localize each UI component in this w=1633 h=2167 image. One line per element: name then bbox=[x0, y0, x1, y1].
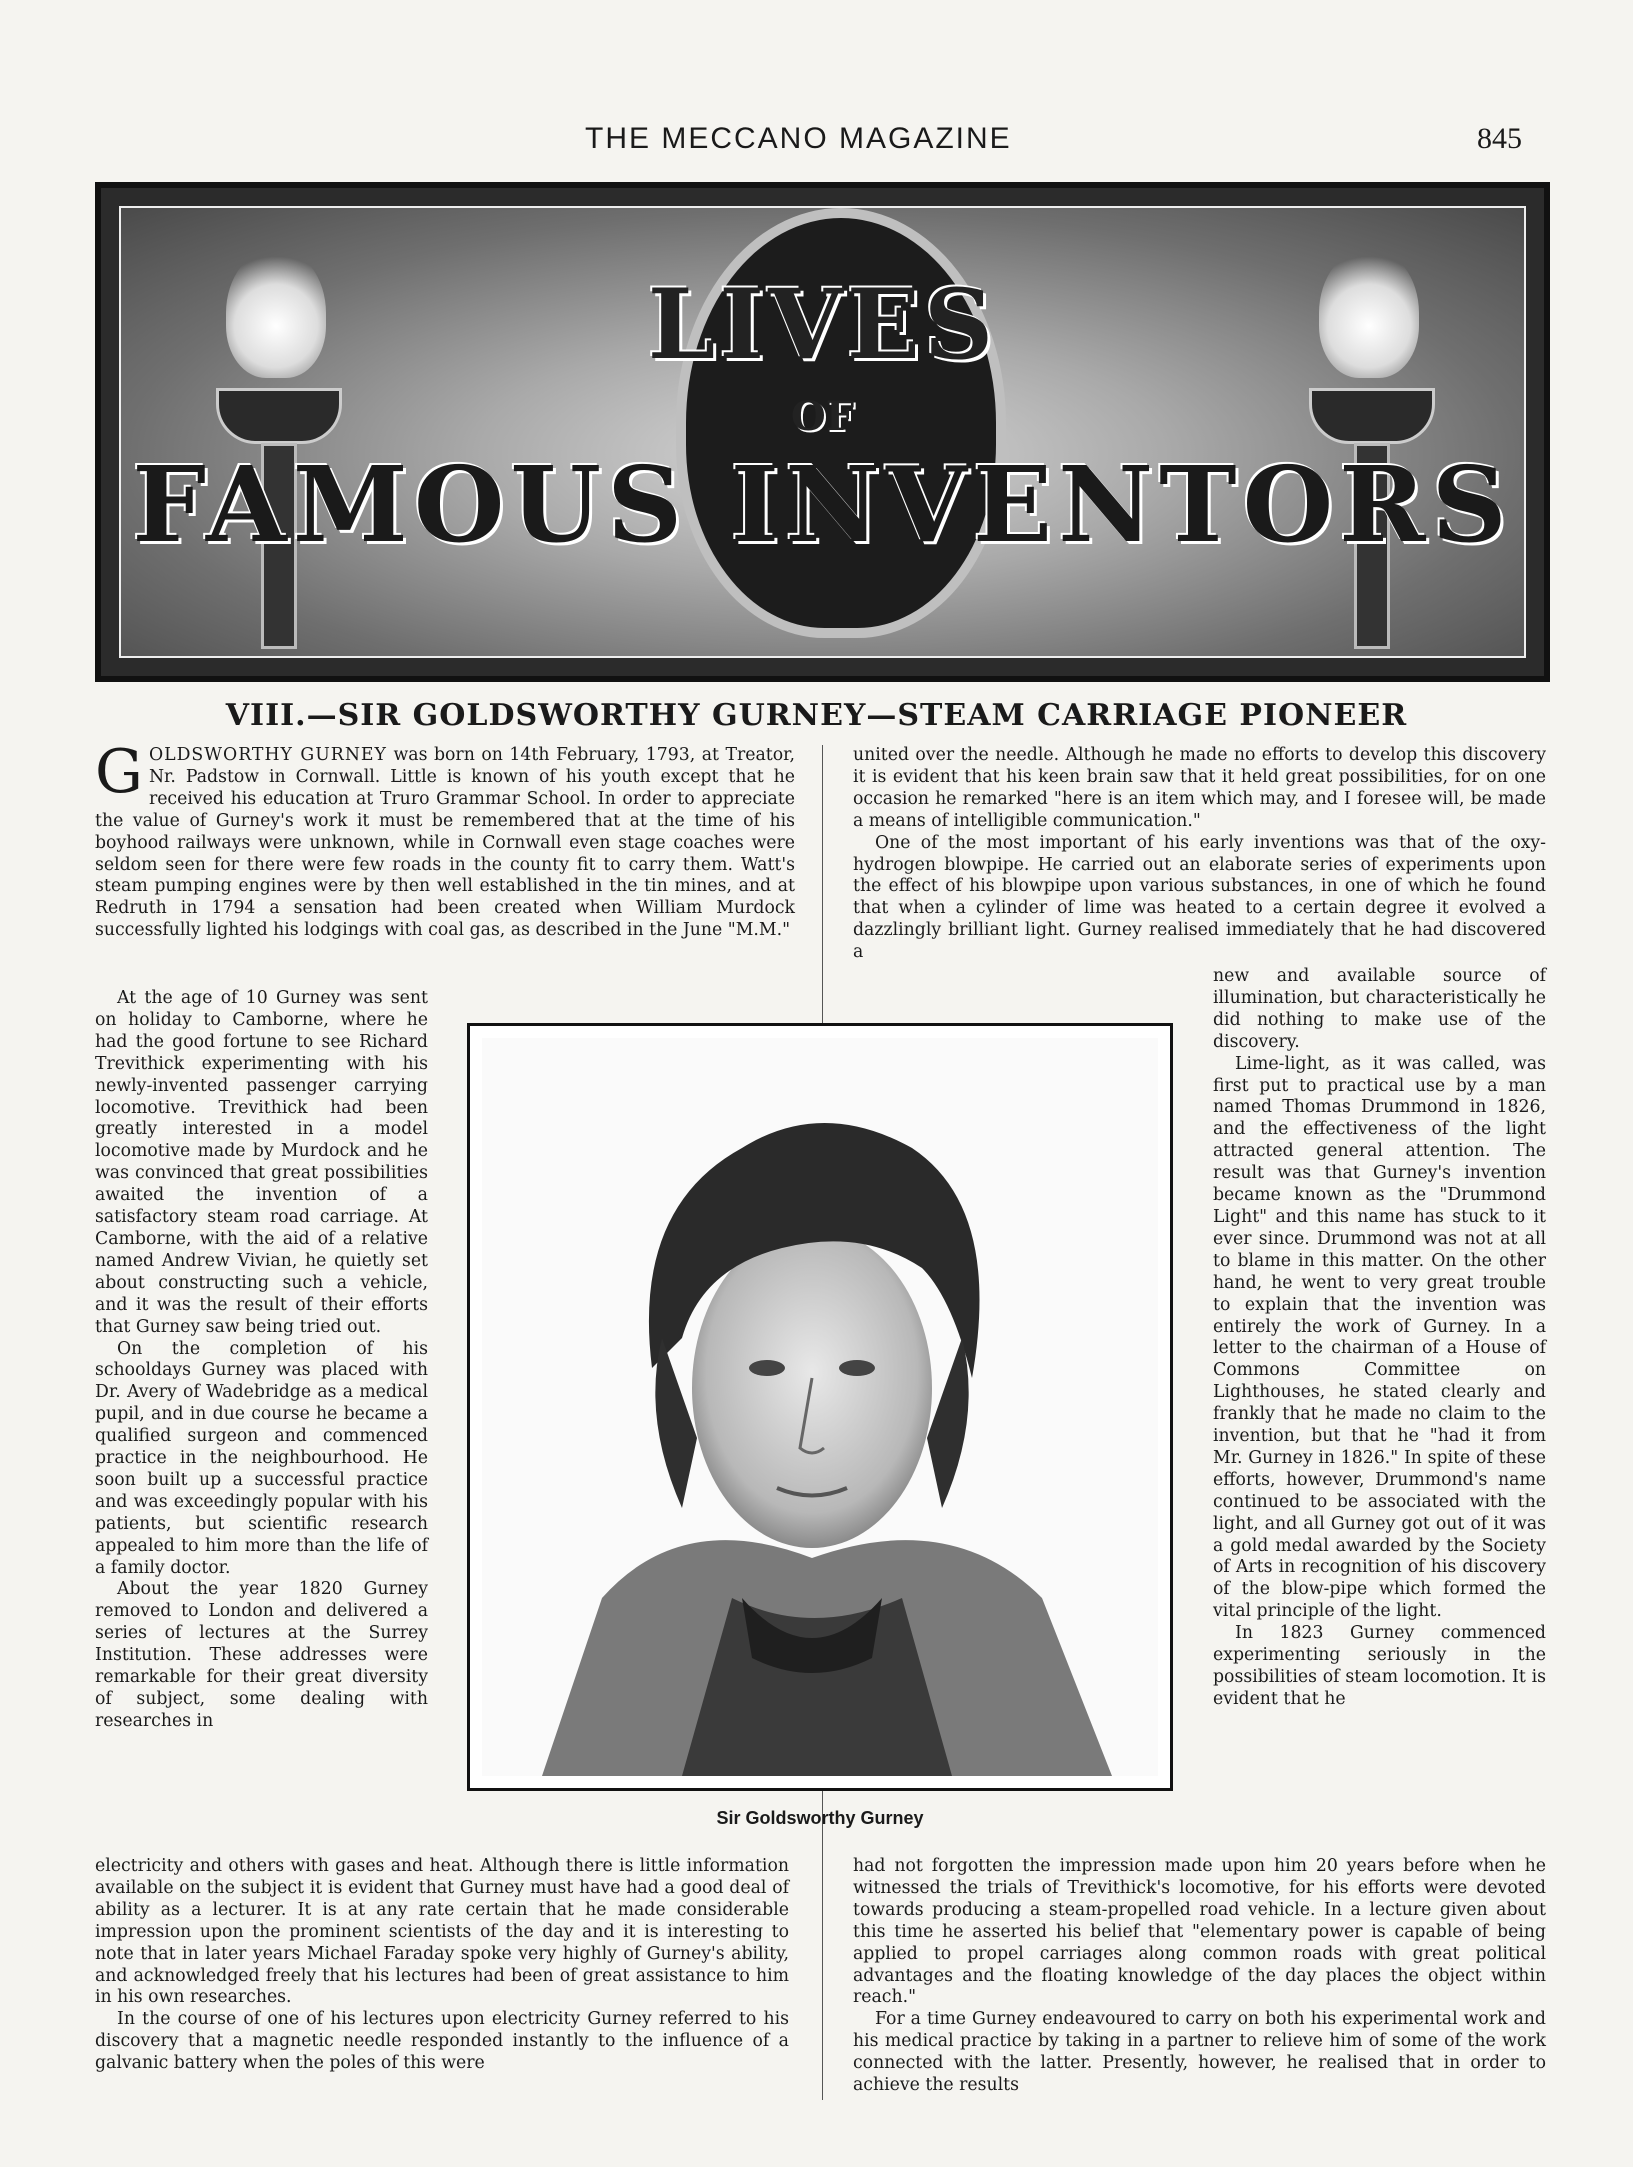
portrait-illustration bbox=[482, 1038, 1158, 1776]
paragraph: In the course of one of his lectures upon electricity Gurney referred to his discovery that a magnetic needle responded instantly to the influence of a galvanic battery when the poles of this were bbox=[95, 2009, 789, 2074]
portrait-frame bbox=[467, 1023, 1173, 1791]
page-number: 845 bbox=[1477, 122, 1522, 155]
banner-word-lives: LIVES bbox=[647, 268, 998, 381]
paragraph: had not forgotten the impression made upon him 20 years before when he witnessed the trials of Trevithick's locomotive, for his efforts were devoted towards producing a steam-propelled road vehicle. In a lecture given about this time he asserted his belief that "elementary power is capable of being applied to propel carriages along common roads with great political advantages and the floating knowledge of the day places the object within reach." bbox=[853, 1856, 1546, 2008]
running-head bbox=[0, 122, 1633, 162]
paragraph: In 1823 Gurney commenced experimenting seriously in the possibilities of steam locomotion. It is evident that he bbox=[1213, 1623, 1546, 1709]
left-column-narrow bbox=[95, 988, 428, 1733]
right-column-bottom bbox=[853, 1856, 1546, 2097]
paragraph: On the completion of his schooldays Gurney was placed with Dr. Avery of Wadebridge as a medical pupil, and in due course he became a qualified surgeon and commenced practice in the neighbourhood. He soon built up a successful practice and was exceedingly popular with his patients, but scientific research appealed to him more than the life of a family doctor. bbox=[95, 1338, 428, 1578]
portrait-image bbox=[482, 1038, 1158, 1776]
drop-cap: G bbox=[95, 737, 143, 807]
paragraph: Lime-light, as it was called, was first put to practical use by a man named Thomas Drummond in 1826, and the effectiveness of the light attracted general attention. The result was that Gurney's invention became known as the "Drummond Light" and this name has stuck to it ever since. Drummond was not at all to blame in this matter. On the other hand, he went to very great trouble to explain that the invention was entirely the work of Gurney. In a letter to the chairman of a House of Commons Committee on Lighthouses, he stated clearly and frankly that he made no claim to the invention, but that he "had it from Mr. Gurney in 1826." In spite of these efforts, however, Drummond's name continued to be associated with the light, and all Gurney got out of it was a gold medal awarded by the Society of Arts in recognition of his discovery of the blow-pipe which formed the vital principle of the light. bbox=[1213, 1053, 1546, 1622]
paragraph: electricity and others with gases and heat. Although there is little information available on the subject it is evident that Gurney must have had a good deal of ability as a lecturer. It is at any rate certain that he made considerable impression upon the prominent scientists of the day and it is interesting to note that in later years Michael Faraday spoke very highly of Gurney's ability, and acknowledged freely that his lectures had been of great assistance to him in his own researches. bbox=[95, 1856, 789, 2008]
paragraph: About the year 1820 Gurney removed to London and delivered a series of lectures at the Surrey Institution. These addresses were remarkable for their great diversity of subject, some dealing with researches in bbox=[95, 1579, 428, 1731]
banner-words-famous-inventors: FAMOUS INVENTORS bbox=[132, 443, 1513, 566]
lead-caps: OLDSWORTHY GURNEY bbox=[148, 745, 387, 765]
paragraph: united over the needle. Although he made no efforts to develop this discovery it is evident that his keen brain saw that it held great possibilities, for on one occasion he remarked "here is an item which may, and I foresee will, be made a means of intelligible communication." bbox=[853, 745, 1546, 831]
portrait-caption: Sir Goldsworthy Gurney bbox=[716, 1808, 924, 1828]
magazine-title: THE MECCANO MAGAZINE bbox=[585, 122, 1012, 155]
right-column-narrow bbox=[1213, 966, 1546, 1711]
right-column-top bbox=[853, 745, 1546, 964]
title-banner bbox=[95, 182, 1550, 682]
paragraph: For a time Gurney endeavoured to carry on both his experimental work and his medical practice by taking in a partner to relieve him of some of the work connected with the latter. Presently, however, he realised that in order to achieve the results bbox=[853, 2009, 1546, 2096]
paragraph: new and available source of illumination, but characteristically he did nothing to make use of the discovery. bbox=[1213, 966, 1546, 1052]
banner-background bbox=[119, 206, 1526, 658]
paragraph: One of the most important of his early inventions was that of the oxy-hydrogen blowpipe. He carried out an elaborate series of experiments upon the effect of his blowpipe upon various substances, in one of which he found that when a cylinder of lime was heated to a certain degree it evolved a dazzlingly brilliant light. Gurney realised immediately that he had discovered a bbox=[853, 832, 1546, 963]
paragraph: At the age of 10 Gurney was sent on holiday to Camborne, where he had the good fortune to see Richard Trevithick experimenting with his newly-invented passenger carrying locomotive. Trevithick had been greatly interested in a model locomotive made by Murdock and he was convinced that great possibilities awaited the invention of a satisfactory steam road carriage. At Camborne, with the aid of a relative named Andrew Vivian, he quietly set about constructing such a vehicle, and it was the result of their efforts that Gurney saw being tried out. bbox=[95, 988, 428, 1337]
intro-text: was born on 14th February, 1793, at Treator, Nr. Padstow in Cornwall. Little is known of his youth except that he received his education at Truro Grammar School. In order to appreciate the value of Gurney's work it must be remembered that at the time of his boyhood railways were unknown, while in Cornwall even stage coaches were seldom seen for there were few roads in the county fit to carry them. Watt's steam pumping engines were by then well established in the tin mines, and at Redruth in 1794 a sensation had been created when William Murdock successfully lighted his lodgings with coal gas, as described in the June "M.M." bbox=[95, 745, 796, 941]
banner-word-of: OF bbox=[790, 393, 855, 440]
left-column-bottom bbox=[95, 1856, 789, 2075]
paragraph-intro bbox=[95, 737, 796, 942]
article-heading: VIII.—SIR GOLDSWORTHY GURNEY—STEAM CARRIAGE PIONEER bbox=[225, 698, 1408, 733]
left-column-top bbox=[95, 737, 796, 942]
